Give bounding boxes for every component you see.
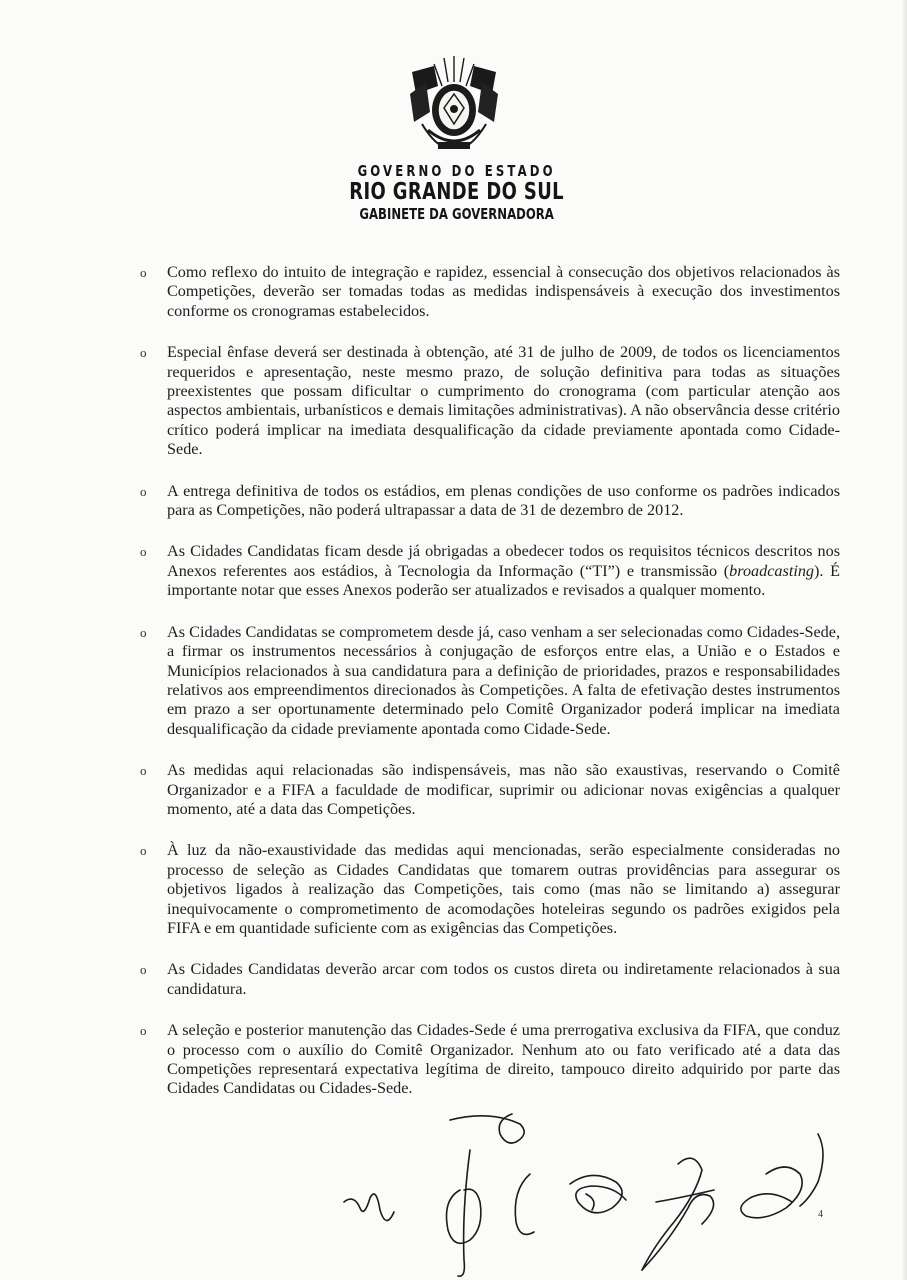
- page-number: 4: [818, 1209, 823, 1220]
- clause-text: As Cidades Candidatas deverão arcar com todos os custos direta ou indiretamente relacionados à sua candidatura.: [167, 960, 840, 998]
- bullet-icon: o: [140, 962, 147, 978]
- clause-text: As Cidades Candidatas se comprometem desde já, caso venham a ser selecionadas como Cidades-Sede, a firmar os instrumentos necessários à conjugação de esforços entre elas, a União e o Estados e Municípios relacionados à sua candidatura para a definição de prioridades, prazos e responsabilidades relativos aos empreendimentos direcionados às Competições. A falta de efetivação destes instrumentos em prazo a ser oportunamente determinado pelo Comitê Organizador poderá implicar na imediata desqualificação da cidade previamente apontada como Cidade-Sede.: [167, 622, 840, 738]
- list-item: [140, 343, 840, 459]
- letterhead: [0, 52, 907, 224]
- clause-text: Como reflexo do intuito de integração e rapidez, essencial à consecução dos objetivos relacionados às Competições, deverão ser tomadas todas as medidas indispensáveis à execução dos investimentos conforme os cronogramas estabelecidos.: [167, 263, 840, 320]
- list-item: [140, 1021, 840, 1099]
- clause-text: À luz da não-exaustividade das medidas aqui mencionadas, serão especialmente consideradas no processo de seleção as Cidades Candidatas que tomarem outras providências para assegurar os objetivos ligados à realização das Competições, tais como (mas não se limitando a) assegurar inequivocamente o comprometimento de acomodações hoteleiras segundo os padrões exigidos pela FIFA e em quantidade suficiente com as exigências das Competições.: [167, 841, 840, 937]
- clause-text: As medidas aqui relacionadas são indispensáveis, mas não são exaustivas, reservando o Comitê Organizador e a FIFA a faculdade de modificar, suprimir ou adicionar novas exigências a qualquer momento, até a data das Competições.: [167, 761, 840, 818]
- letterhead-line-cabinet: GABINETE DA GOVERNADORA: [359, 205, 554, 223]
- bullet-icon: o: [140, 1023, 147, 1039]
- clause-text-part: ). É importante notar que esses Anexos poderão ser atualizados e revisados a qualquer momento.: [167, 561, 840, 600]
- clause-list: [140, 263, 840, 1121]
- list-item: [140, 761, 840, 819]
- clause-text: [167, 542, 840, 600]
- bullet-icon: o: [140, 763, 147, 779]
- list-item: [140, 482, 840, 521]
- bullet-icon: o: [140, 345, 147, 361]
- handwritten-signatures: [330, 1090, 850, 1280]
- list-item: [140, 960, 840, 999]
- bullet-icon: o: [140, 483, 147, 499]
- list-item: [140, 623, 840, 739]
- bullet-icon: o: [140, 624, 147, 640]
- bullet-icon: o: [140, 843, 147, 859]
- clause-text-italic: broadcasting: [729, 561, 815, 580]
- list-item: [140, 263, 840, 321]
- coat-of-arms-icon: [404, 52, 504, 162]
- clause-text-part: As Cidades Candidatas ficam desde já obrigadas a obedecer todos os requisitos técnicos descritos nos Anexos referentes aos estádios, à Tecnologia da Informação (“TI”) e transmissão (: [167, 542, 840, 580]
- letterhead-line-government: GOVERNO DO ESTADO: [357, 162, 556, 180]
- letterhead-line-state: RIO GRANDE DO SUL: [349, 179, 564, 205]
- clause-text: A entrega definitiva de todos os estádios, em plenas condições de uso conforme os padrões indicados para as Competições, não poderá ultrapassar a data de 31 de dezembro de 2012.: [167, 481, 840, 520]
- bullet-icon: o: [140, 544, 147, 560]
- clause-text: A seleção e posterior manutenção das Cidades-Sede é uma prerrogativa exclusiva da FIFA, que conduz o processo com o auxílio do Comitê Organizador. Nenhum ato ou fato verificado até a data das Competições representará expectativa legítima de direito, tampouco direito adquirido por parte das Cidades Candidatas ou Cidades-Sede.: [167, 1021, 840, 1098]
- clause-text: Especial ênfase deverá ser destinada à obtenção, até 31 de julho de 2009, de todos os licenciamentos requeridos e apresentação, neste mesmo prazo, de solução definitiva para todas as situações preexistentes que possam dificultar o cumprimento do cronograma (com particular atenção aos aspectos ambientais, urbanísticos e demais limitações administrativas). A não observância desse critério crítico poderá implicar na imediata desqualificação da cidade previamente apontada como Cidade-Sede.: [167, 343, 840, 459]
- bullet-icon: o: [140, 265, 147, 280]
- list-item: [140, 542, 840, 600]
- list-item: [140, 841, 840, 938]
